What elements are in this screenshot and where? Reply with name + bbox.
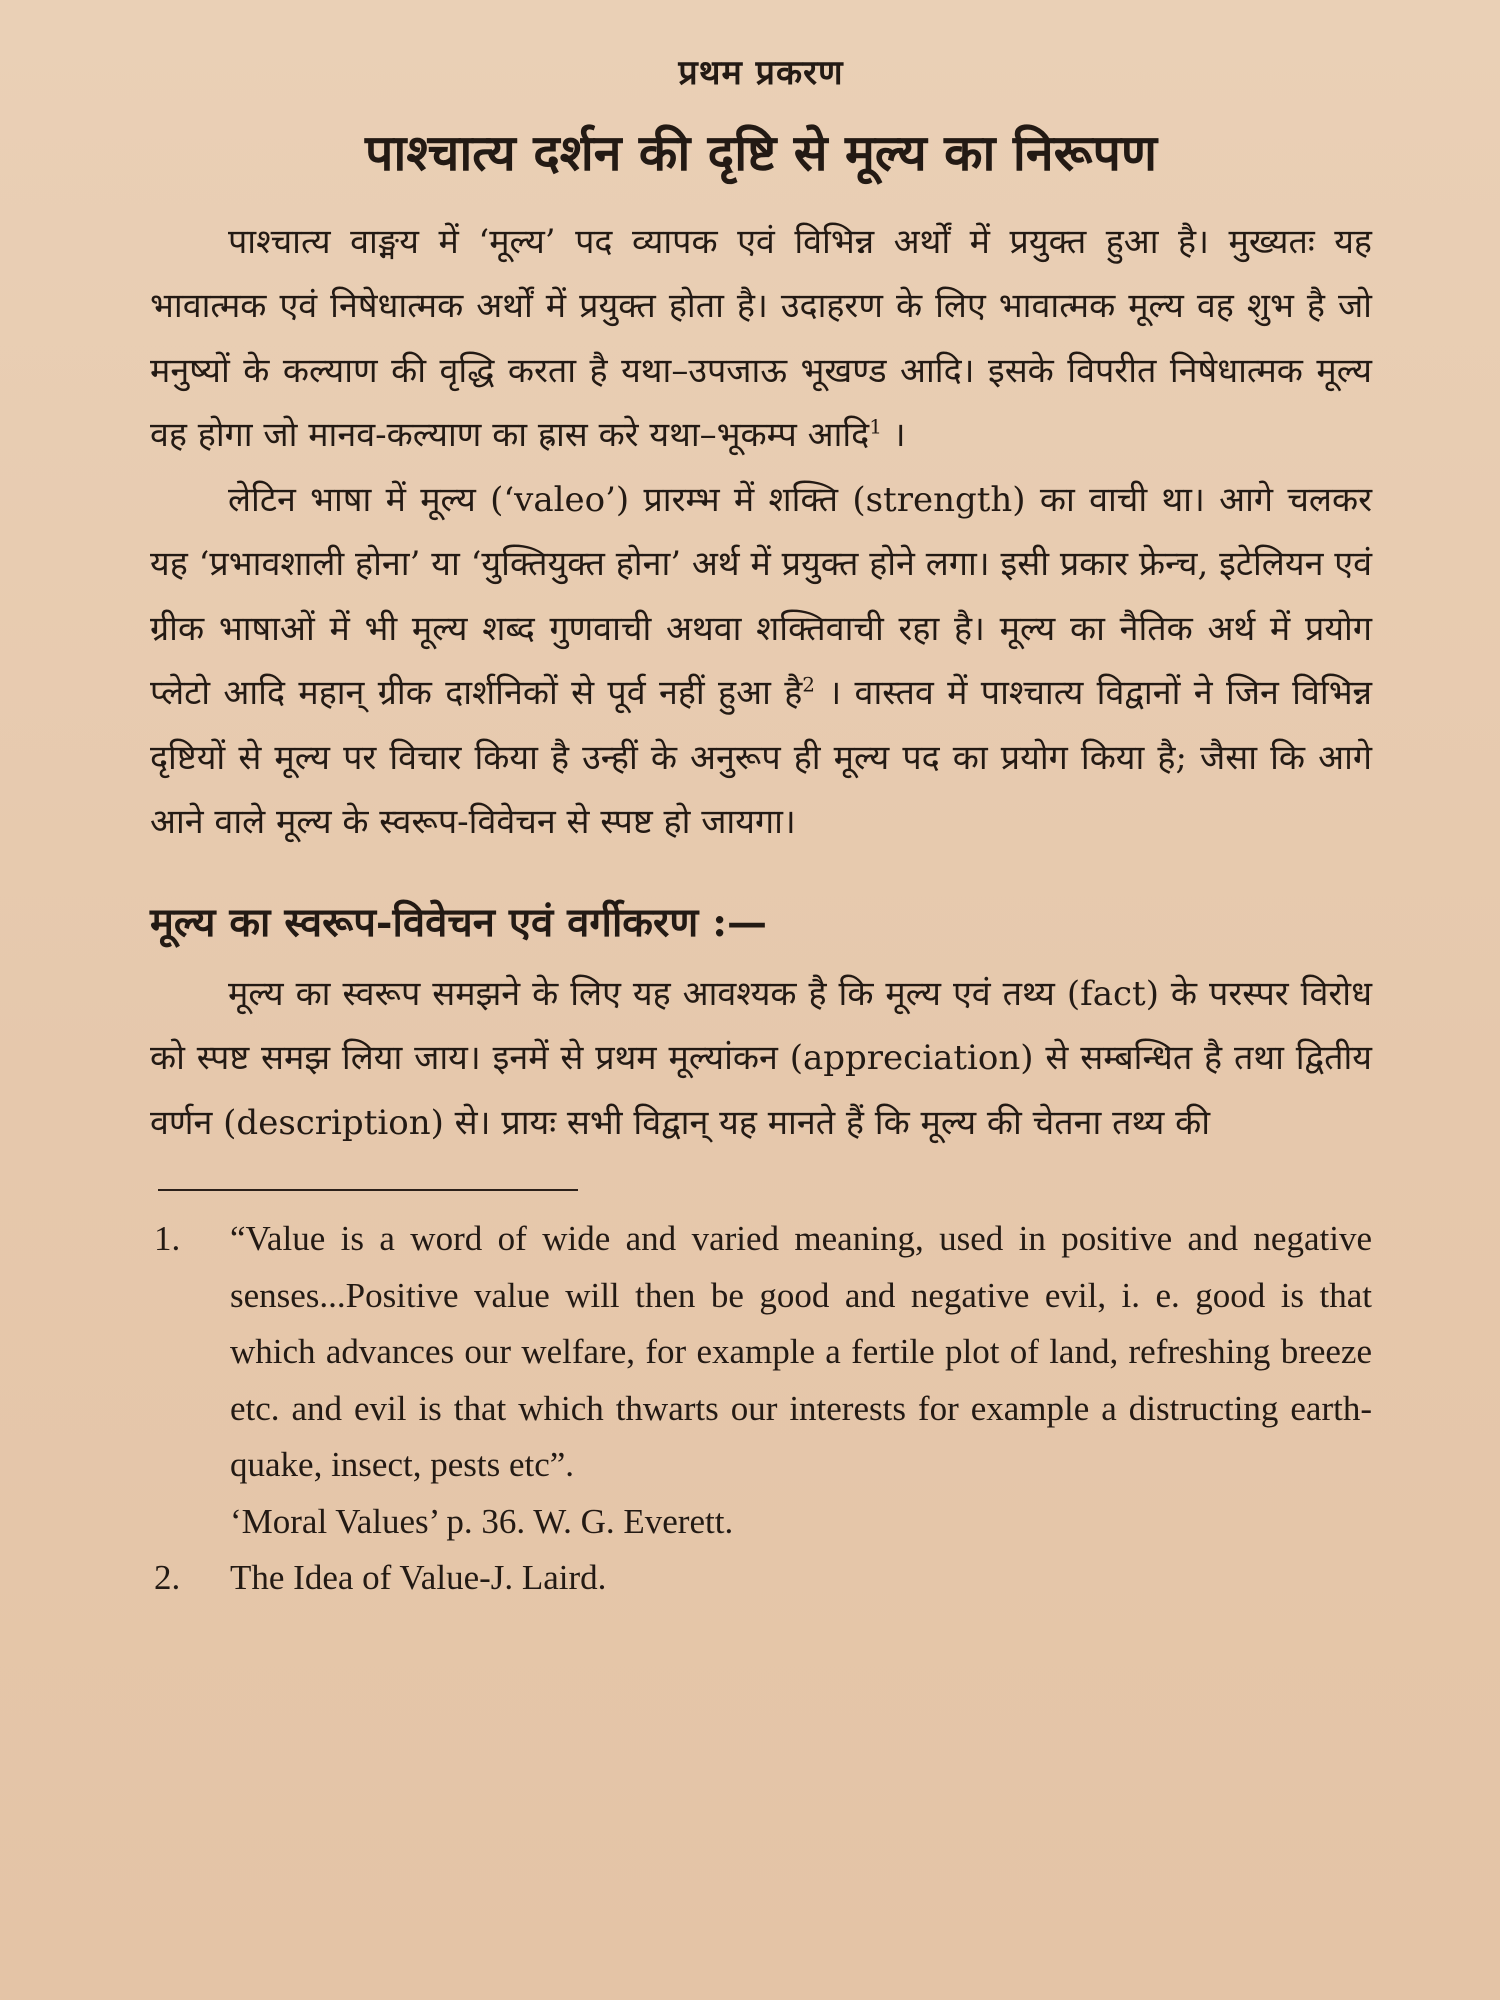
paragraph-1-text: पाश्चात्य वाङ्मय में ‘मूल्य’ पद व्यापक एवं विभिन्न अर्थों में प्रयुक्त हुआ है। मुख्यतः यह भावात्मक एवं निषेधात्मक अर्थों में प्रयुक्त होता है। उदाहरण के लिए भावात्मक मूल्य वह शुभ है जो मनुष्यों के कल्याण की वृद्धि करता है यथा–उपजाऊ भूखण्ड आदि। इसके विपरीत निषेधात्मक मूल्य वह होगा जो मानव-कल्याण का ह्रास करे यथा–भूकम्प आदि — [150, 221, 1372, 455]
section-heading: मूल्य का स्वरूप-विवेचन एवं वर्गीकरण :— — [150, 898, 767, 946]
paragraph-2-tail: । वास्तव में पाश्चात्य विद्वानों ने जिन विभिन्न दृष्टियों से मूल्य पर विचार किया है उन्हीं के अनुरूप ही मूल्य पद का प्रयोग किया है; जैसा कि आगे आने वाले मूल्य के स्वरूप-विवेचन से स्पष्ट हो जायगा। — [150, 673, 1372, 842]
paragraph-2-text: लेटिन भाषा में मूल्य (‘valeo’) प्रारम्भ में शक्ति (strength) का वाची था। आगे चलकर यह ‘प्रभावशाली होना’ या ‘युक्तियुक्त होना’ अर्थ में प्रयुक्त होने लगा। इसी प्रकार फ्रेन्च, इटेलियन एवं ग्रीक भाषाओं में भी मूल्य शब्द गुणवाची अथवा शक्तिवाची रहा है। मूल्य का नैतिक अर्थ में प्रयोग प्लेटो आदि महान् ग्रीक दार्शनिकों से पूर्व नहीं हुआ है — [150, 479, 1372, 713]
section-paragraph: मूल्य का स्वरूप समझने के लिए यह आवश्यक है कि मूल्य एवं तथ्य (fact) के परस्पर विरोध को स्पष्ट समझ लिया जाय। इनमें से प्रथम मूल्यांकन (appreciation) से सम्बन्धित है तथा द्वितीय वर्णन (description) से। प्रायः सभी विद्वान् यह मानते हैं कि मूल्य की चेतना तथ्य की — [150, 973, 1372, 1143]
body-paragraph-2 — [150, 468, 1372, 855]
paragraph-1-tail: । — [881, 415, 906, 455]
footnote-2-text: The Idea of Value-J. Laird. — [230, 1558, 607, 1597]
body-paragraph-1 — [150, 210, 1372, 468]
footnote-1-number: 1. — [154, 1219, 181, 1258]
footnote-divider — [158, 1189, 578, 1191]
footnote-2-number: 2. — [154, 1558, 181, 1597]
footnote-1 — [154, 1211, 1372, 1550]
footnote-ref-2: 2 — [802, 672, 815, 697]
footnotes — [154, 1211, 1372, 1607]
footnote-ref-1: 1 — [869, 414, 882, 439]
chapter-title: पाश्चात्य दर्शन की दृष्टि से मूल्य का निरूपण — [365, 123, 1157, 182]
footnote-2 — [154, 1550, 1372, 1607]
footnote-1-body — [230, 1211, 1372, 1550]
footnote-1-text: “Value is a word of wide and varied meaning, used in positive and negative senses...Positive value will then be good and negative evil, i. e. good is that which advances our welfare, for example a fertile plot of land, refreshing breeze etc. and evil is that which thwarts our interests for example a distructing earth-quake, insect, pests etc”. — [230, 1219, 1372, 1484]
footnote-1-source: ‘Moral Values’ p. 36. W. G. Everett. — [230, 1501, 734, 1541]
chapter-label: प्रथम प्रकरण — [678, 53, 844, 93]
